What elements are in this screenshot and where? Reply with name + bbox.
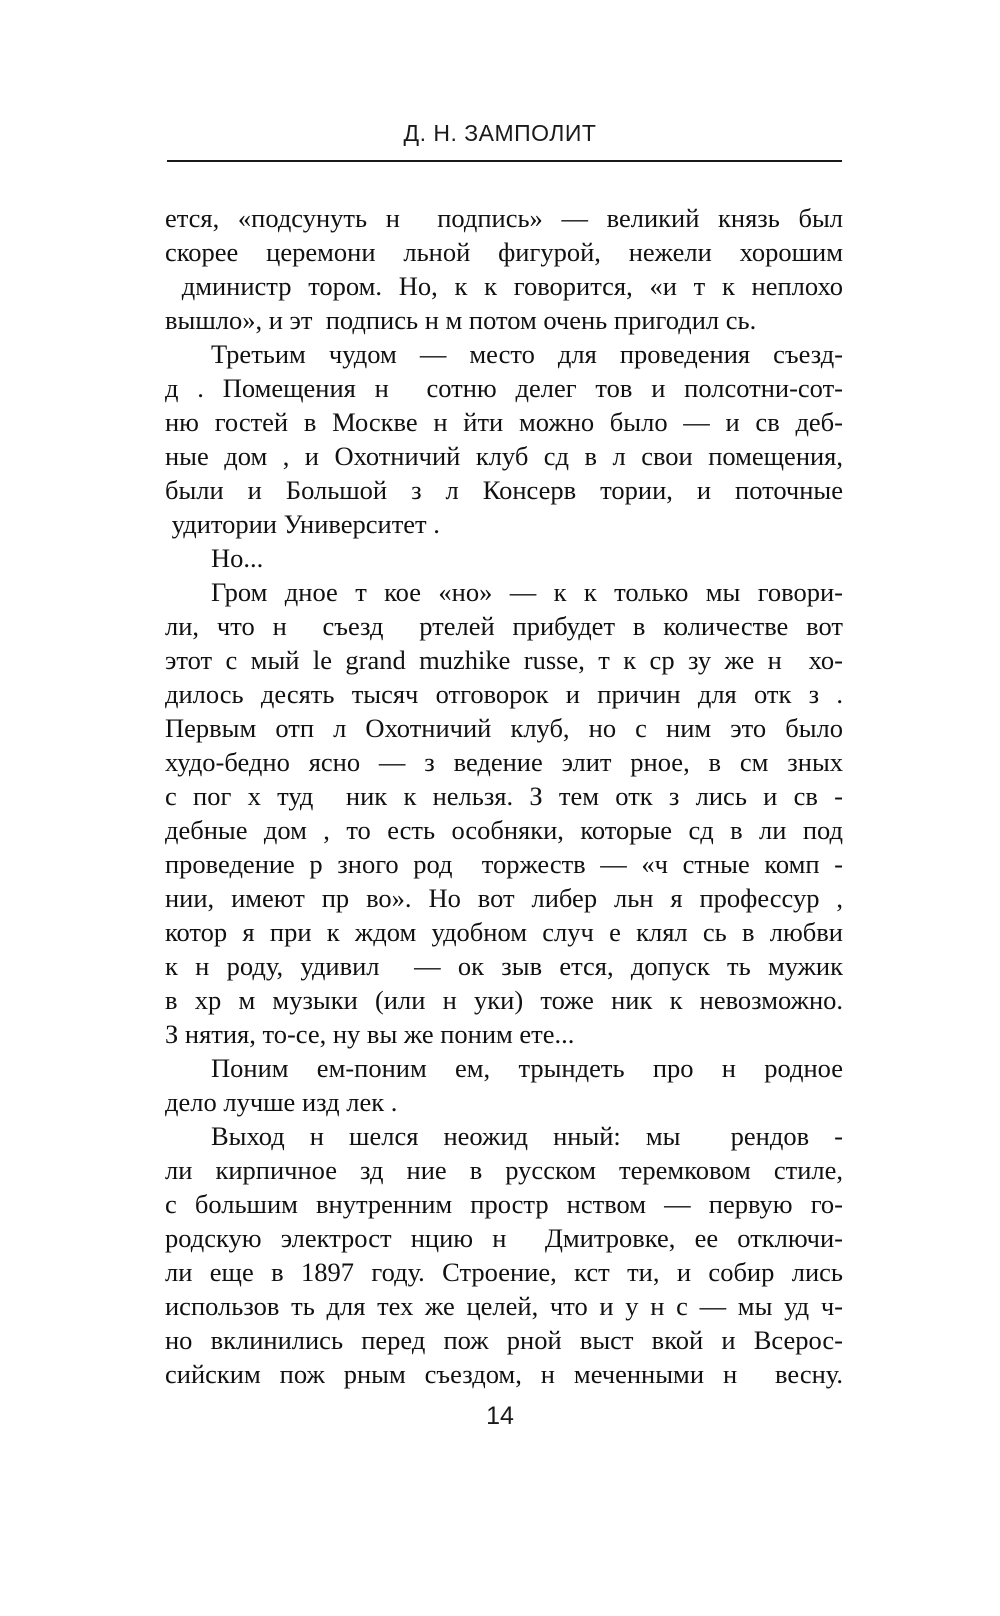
text-line: этот с мый le grand muzhike russe, т к ср зу же н хо-: [165, 645, 843, 675]
text-line: в хр м музыки (или н уки) тоже ник к невозможно.: [165, 985, 843, 1015]
text-line: дебные дом , то есть особняки, которые сд в ли под: [165, 815, 843, 845]
text-line: скорее церемони льной фигурой, нежели хорошим: [165, 237, 843, 267]
text-line: Но...: [211, 543, 264, 573]
text-line: Выход н шелся неожид нный: мы рендов -: [211, 1121, 843, 1151]
text-line: Поним ем-поним ем, трындеть про н родное: [211, 1053, 843, 1083]
text-line: дело лучше изд лек .: [165, 1087, 398, 1117]
text-line: ли кирпичное зд ние в русском теремковом стиле,: [165, 1155, 843, 1185]
text-line: Третьим чудом — место для проведения съезд-: [211, 339, 843, 369]
text-line: Первым отп л Охотничий клуб, но с ним это было: [165, 713, 843, 743]
text-line: к н роду, удивил — ок зыв ется, допуск ть мужик: [165, 951, 843, 981]
text-line: с большим внутренним простр нством — первую го-: [165, 1189, 843, 1219]
text-line: но вклинились перед пож рной выст вкой и Всерос-: [165, 1325, 843, 1355]
text-line: ли еще в 1897 году. Строение, кст ти, и собир лись: [165, 1257, 843, 1287]
running-head: Д. Н. ЗАМПОЛИТ: [403, 120, 597, 146]
text-line: ню гостей в Москве н йти можно было — и св деб-: [165, 407, 843, 437]
text-line: родскую электрост нцию н Дмитровке, ее отключи-: [165, 1223, 843, 1253]
text-line: худо-бедно ясно — з ведение элит рное, в см зных: [165, 747, 843, 777]
text-line: использов ть для тех же целей, что и у н с — мы уд ч-: [165, 1291, 843, 1321]
text-line: с пог х туд ник к нельзя. З тем отк з лись и св -: [165, 781, 843, 811]
text-line: вышло», и эт подпись н м потом очень пригодил сь.: [165, 305, 757, 335]
header-rule: [167, 160, 842, 162]
text-line: д . Помещения н сотню делег тов и полсотни-сот-: [165, 373, 843, 403]
text-line: ные дом , и Охотничий клуб сд в л свои помещения,: [165, 441, 843, 471]
text-line: ется, «подсунуть н подпись» — великий князь был: [165, 203, 843, 233]
text-line: Гром дное т кое «но» — к к только мы говори-: [211, 577, 843, 607]
text-line: дилось десять тысяч отговорок и причин для отк з .: [165, 679, 843, 709]
body-text: [165, 201, 843, 1391]
text-line: удитории Университет .: [165, 509, 440, 539]
page-number: 14: [486, 1402, 514, 1430]
text-line: нии, имеют пр во». Но вот либер льн я профессур ,: [165, 883, 843, 913]
text-line: были и Большой з л Консерв тории, и поточные: [165, 475, 843, 505]
text-line: котор я при к ждом удобном случ е клял сь в любви: [165, 917, 843, 947]
text-line: проведение р зного род торжеств — «ч стные комп -: [165, 849, 843, 879]
text-line: дминистр тором. Но, к к говорится, «и т к неплохо: [165, 271, 843, 301]
text-line: сийским пож рным съездом, н меченными н весну.: [165, 1359, 843, 1389]
text-line: ли, что н съезд ртелей прибудет в количестве вот: [165, 611, 843, 641]
text-line: З нятия, то-се, ну вы же поним ете...: [165, 1019, 575, 1049]
